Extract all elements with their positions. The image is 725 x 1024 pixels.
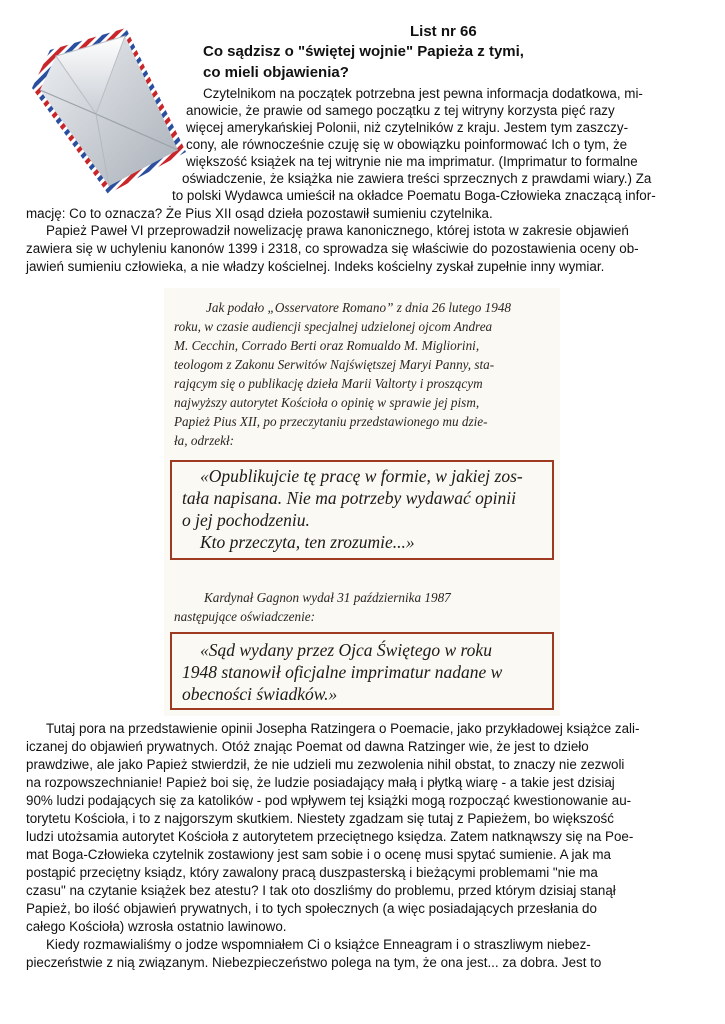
scan-intro-line: roku, w czasie audiencji specjalnej udzielonej ojcom Andrea bbox=[174, 319, 493, 334]
letter-title-line2: co mieli objawienia? bbox=[203, 64, 349, 81]
body-line: 90% ludzi podających się za katolików - pod wpływem tej książki mogą rozpocząć kwestionowanie au- bbox=[26, 793, 632, 808]
body-line: całego Kościoła) wzrosła ostatnio lawinowo. bbox=[26, 919, 287, 934]
scanned-book-excerpt bbox=[164, 288, 560, 716]
scan-intro-line: Papież Pius XII, po przeczytaniu przedstawionego mu dzie- bbox=[174, 414, 488, 429]
body-line: Tutaj pora na przedstawienie opinii Josepha Ratzingera o Poemacie, jako przykładowej książce zali- bbox=[46, 721, 640, 736]
body-line: więcej amerykańskiej Polonii, niż czytelników z kraju. Jestem tym zaszczy- bbox=[186, 120, 629, 135]
letter-title-line1: Co sądzisz o "świętej wojnie" Papieża z tymi, bbox=[203, 43, 524, 60]
quote-line: 1948 stanowił oficjalne imprimatur nadane w bbox=[182, 662, 503, 682]
body-line: anowicie, że prawie od samego początku z tej witryny korzysta pięć razy bbox=[186, 103, 615, 118]
body-line: Kiedy rozmawialiśmy o jodze wspomniałem Ci o książce Enneagram i o straszliwym niebez- bbox=[46, 937, 591, 952]
body-line: Papież, bo ilość objawień prywatnych, i to tych społecznych (a więc posiadających przesłania do bbox=[26, 901, 597, 916]
quote-line: tała napisana. Nie ma potrzeby wydawać opinii bbox=[182, 488, 516, 508]
scan-intro-line: rającym się o publikację dzieła Marii Valtorty i proszącym bbox=[174, 376, 483, 391]
scan-intro-line: M. Cecchin, Corrado Berti oraz Romualdo M. Migliorini, bbox=[174, 338, 480, 353]
scan-intro-line: ła, odrzekł: bbox=[174, 433, 235, 448]
quote-line: «Opublikujcie tę pracę w formie, w jakiej zos- bbox=[200, 466, 523, 486]
body-line: iczanej do objawień prywatnych. Otóż znając Poemat od dawna Ratzinger wie, że jest to dzieło bbox=[26, 739, 589, 754]
scan-intro2-line: następujące oświadczenie: bbox=[174, 609, 315, 624]
body-line: oświadczenie, że książka nie zawiera treści sprzecznych z prawdami wiary.) Za bbox=[182, 171, 652, 186]
airmail-envelope-icon bbox=[26, 22, 194, 200]
body-line: postąpić przeciętny ksiądz, który zawalony pracą duszpasterską i bieżącymi problemami "nie ma bbox=[26, 865, 598, 880]
quote-line: o jej pochodzeniu. bbox=[182, 510, 310, 530]
scan-intro-line: teologom z Zakonu Serwitów Najświętszej Maryi Panny, sta- bbox=[174, 357, 495, 372]
body-line: Czytelnikom na początek potrzebna jest pewna informacja dodatkowa, mi- bbox=[203, 86, 643, 101]
body-line: torytetu Kościoła, i to z najgorszym skutkiem. Niestety zgadzam się tutaj z Papieżem, bo większość bbox=[26, 811, 614, 826]
body-line: cony, ale równocześnie czuję się w obowiązku poinformować Ich o tym, że bbox=[186, 137, 628, 152]
quote-line: obecności świadków.» bbox=[182, 684, 338, 704]
body-line: zawiera się w uchyleniu kanonów 1399 i 2318, co sprowadza się właściwie do pozostawienia oceny ob- bbox=[26, 241, 639, 256]
quote-line: «Sąd wydany przez Ojca Świętego w roku bbox=[200, 640, 492, 660]
scan-intro2-line: Kardynał Gagnon wydał 31 października 1987 bbox=[204, 590, 451, 605]
quote-line: Kto przeczyta, ten zrozumie...» bbox=[200, 532, 415, 552]
scan-intro-line: najwyższy autorytet Kościoła o opinię w sprawie jej pism, bbox=[174, 395, 480, 410]
body-line: mację: Co to oznacza? Że Pius XII osąd dzieła pozostawił sumieniu czytelnika. bbox=[26, 206, 493, 221]
body-line: to polski Wydawca umieścił na okładce Poematu Boga-Człowieka znaczącą infor- bbox=[172, 188, 656, 203]
body-line: na rozpowszechnianie! Papież boi się, że ludzie posiadający małą i płytką wiarę - a takie jest dzisiaj bbox=[26, 775, 615, 790]
body-line: prawdziwe, ale jako Papież stwierdził, że nie udzieli mu zezwolenia nihil obstat, to znaczy nie zezwoli bbox=[26, 757, 625, 772]
body-line: ludzi utożsamia autorytet Kościoła z autorytetem przeciętnego księdza. Zatem natknąwszy się na Poe- bbox=[26, 829, 634, 844]
body-line: mat Boga-Człowieka czytelnik zostawiony jest sam sobie i o ocenę musi spytać sumienie. A jak ma bbox=[26, 847, 611, 862]
body-line: pieczeństwie z nią związanym. Niebezpieczeństwo polega na tym, że ona jest... za dobra. Jest to bbox=[26, 955, 602, 970]
letter-number: List nr 66 bbox=[410, 23, 477, 40]
scan-intro-line: Jak podało „Osservatore Romano” z dnia 26 lutego 1948 bbox=[206, 300, 512, 315]
body-line: czasu" na czytanie książek bez atestu? I tak oto doszliśmy do problemu, przed którym dzisiaj stanął bbox=[26, 883, 616, 898]
body-line: większość książek na tej witrynie nie ma imprimatur. (Imprimatur to formalne bbox=[186, 154, 638, 169]
body-line: jawień sumieniu człowieka, a nie władzy kościelnej. Indeks kościelny zyskał zupełnie inny wymiar. bbox=[26, 259, 605, 274]
body-line: Papież Paweł VI przeprowadził nowelizację prawa kanonicznego, której istota w zakresie objawień bbox=[46, 223, 629, 238]
